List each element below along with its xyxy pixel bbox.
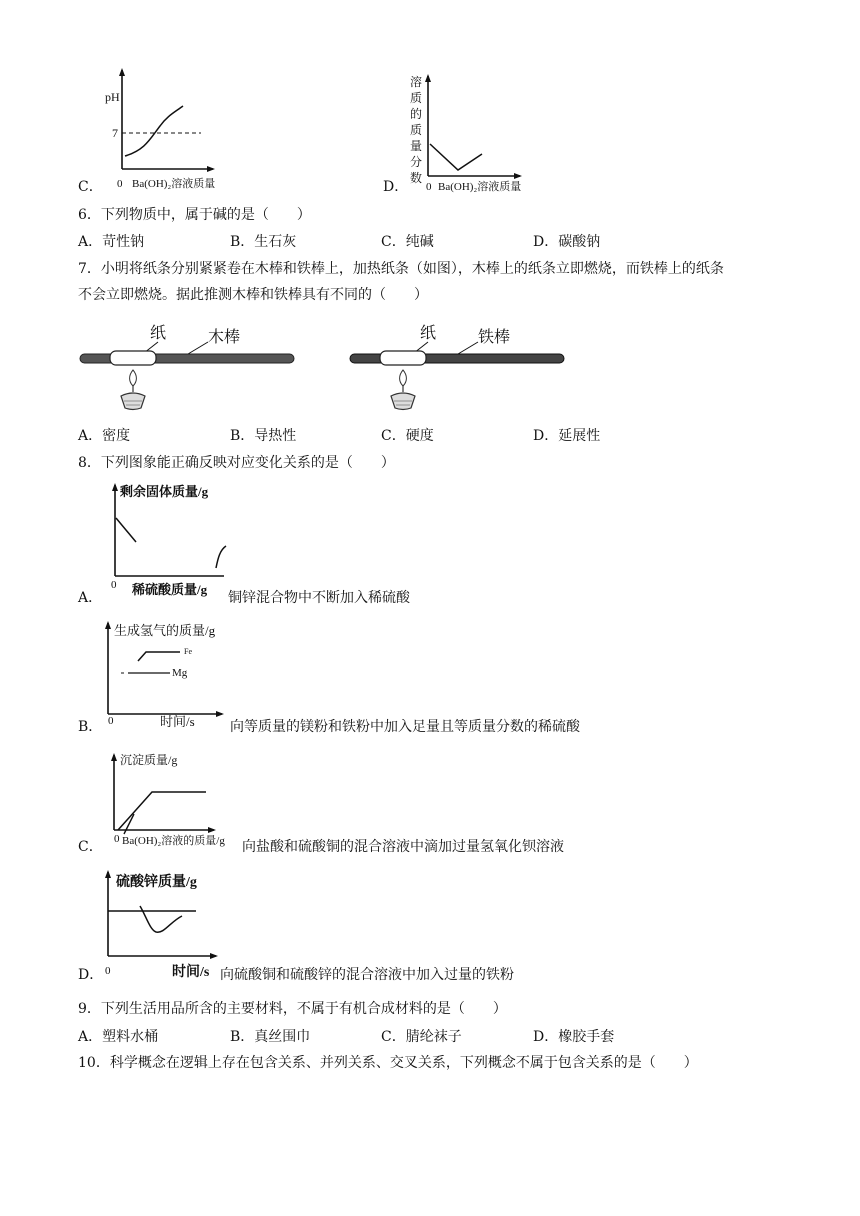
q9-option-d: D．橡胶手套 <box>533 1029 615 1045</box>
q6-stem: 6．下列物质中，属于碱的是（ ） <box>78 207 311 223</box>
q8-a-origin: 0 <box>111 579 117 591</box>
q10-stem: 10．科学概念在逻辑上存在包含关系、并列关系、交叉关系，下列概念不属于包含关系的是（ ） <box>78 1055 698 1071</box>
svg-text:分: 分 <box>410 155 423 169</box>
q5-d-xlabel: Ba(OH)₂溶液质量 <box>438 181 522 193</box>
q8-d-desc: 向硫酸铜和硫酸锌的混合溶液中加入过量的铁粉 <box>220 967 514 983</box>
q7-stem-line2: 不会立即燃烧。据此推测木棒和铁棒具有不同的（ ） <box>78 287 428 303</box>
q6-option-d: D．碳酸钠 <box>533 234 601 250</box>
q8-option-d-label: D． <box>78 967 104 983</box>
q8-b-xlabel: 时间/s <box>160 714 195 729</box>
q5-c-ylabel: pH <box>105 90 120 104</box>
svg-text:的: 的 <box>410 107 423 121</box>
q8-graph-c <box>106 750 242 850</box>
q7-left-paper-label: 纸 <box>150 325 167 342</box>
q8-a-xlabel: 稀硫酸质量/g <box>132 582 208 597</box>
q7-option-a: A．密度 <box>78 428 131 444</box>
q8-c-xlabel: Ba(OH)₂溶液的质量/g <box>122 835 225 847</box>
q8-c-desc: 向盐酸和硫酸铜的混合溶液中滴加过量氢氧化钡溶液 <box>242 839 564 855</box>
q5-d-origin: 0 <box>426 181 432 193</box>
q8-b-fe-label: Fe <box>184 647 192 656</box>
q7-option-c: C．硬度 <box>381 428 434 444</box>
q9-option-c: C．腈纶袜子 <box>381 1029 462 1045</box>
q8-d-origin: 0 <box>105 965 111 977</box>
q7-left-rod-label: 木棒 <box>208 329 241 346</box>
q7-figure-iron-rod <box>348 316 570 412</box>
q8-d-ylabel: 硫酸锌质量/g <box>116 875 197 890</box>
svg-text:溶: 溶 <box>410 75 423 89</box>
q8-b-ylabel: 生成氢气的质量/g <box>114 623 216 638</box>
q8-c-origin: 0 <box>114 833 120 845</box>
q6-option-b: B．生石灰 <box>230 234 297 250</box>
q9-option-a: A．塑料水桶 <box>78 1029 159 1045</box>
q8-option-a-label: A． <box>78 590 103 606</box>
q9-option-b: B．真丝围巾 <box>230 1029 311 1045</box>
q8-c-ylabel: 沉淀质量/g <box>120 753 178 767</box>
q5-c-xlabel: Ba(OH)₂溶液质量 <box>132 178 216 190</box>
q5-c-origin: 0 <box>117 178 123 190</box>
q5-option-c-label: C． <box>78 179 103 195</box>
q5-d-ylabel <box>410 74 422 185</box>
q8-b-origin: 0 <box>108 715 114 727</box>
q8-b-desc: 向等质量的镁粉和铁粉中加入足量且等质量分数的稀硫酸 <box>230 719 580 735</box>
q8-option-c-label: C． <box>78 839 103 855</box>
q6-option-a: A．苛性钠 <box>78 234 145 250</box>
q8-option-b-label: B． <box>78 719 103 735</box>
q7-stem-line1: 7．小明将纸条分别紧紧卷在木棒和铁棒上，加热纸条（如图），木棒上的纸条立即燃烧，而铁棒上的纸条 <box>78 261 724 277</box>
q8-graph-b <box>100 618 230 730</box>
svg-text:质: 质 <box>410 91 423 105</box>
q5-option-d-label: D． <box>383 179 409 195</box>
q8-a-ylabel: 剩余固体质量/g <box>120 484 209 499</box>
q8-a-desc: 铜锌混合物中不断加入稀硫酸 <box>228 590 410 606</box>
q8-d-xlabel: 时间/s <box>172 965 210 980</box>
q6-option-c: C．纯碱 <box>381 234 434 250</box>
q5-c-tick7: 7 <box>112 126 118 140</box>
q7-option-d: D．延展性 <box>533 428 601 444</box>
q9-stem: 9．下列生活用品所含的主要材料，不属于有机合成材料的是（ ） <box>78 1001 507 1017</box>
q8-stem: 8．下列图象能正确反映对应变化关系的是（ ） <box>78 455 395 471</box>
q8-b-mg-label: Mg <box>172 667 188 679</box>
q7-figure-wood-rod <box>78 316 300 412</box>
q7-right-rod-label: 铁棒 <box>478 329 511 346</box>
q7-right-paper-label: 纸 <box>420 325 437 342</box>
svg-text:质: 质 <box>410 123 423 137</box>
q8-graph-d <box>100 866 222 982</box>
q5-graph-c <box>95 64 245 196</box>
q7-option-b: B．导热性 <box>230 428 297 444</box>
q5-graph-d <box>402 72 532 198</box>
svg-text:量: 量 <box>410 139 423 153</box>
q8-graph-a <box>106 480 228 605</box>
svg-text:数: 数 <box>410 171 423 185</box>
